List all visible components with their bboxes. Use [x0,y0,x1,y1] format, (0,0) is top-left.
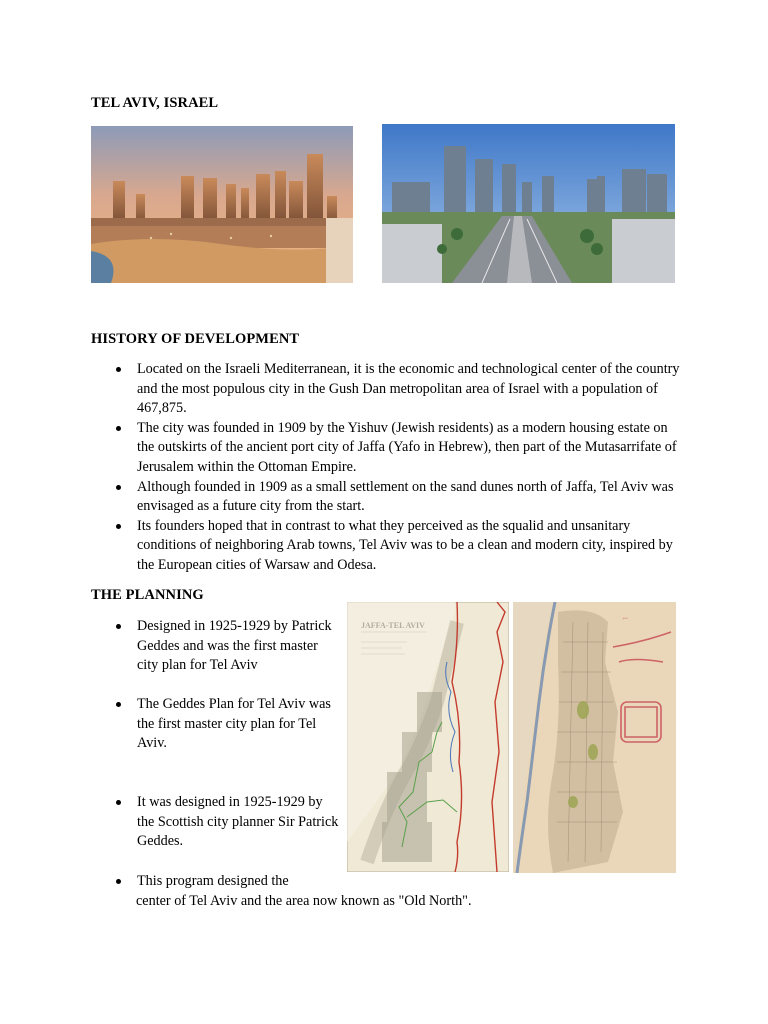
planning-list [91,617,336,676]
list-item: The Geddes Plan for Tel Aviv was the first master city plan for Tel Aviv. [91,695,336,754]
list-item: Its founders hoped that in contrast to what they perceived as the squalid and unsanitary conditions of neighboring Arab towns, Tel Aviv was to be a clean and modern city, inspired by the European cities of Warsaw and Odesa. [91,517,681,576]
geddes-plan-map [513,602,676,873]
list-item-continuation: center of Tel Aviv and the area now known as "Old North". [136,892,472,909]
jaffa-tel-aviv-map [347,602,509,872]
skyline-highway-photo [382,124,675,283]
skyline-sunset-photo [91,126,353,283]
planning-list [91,695,336,754]
page-title: TEL AVIV, ISRAEL [91,95,219,111]
planning-list [91,793,341,852]
history-list [91,360,681,576]
planning-heading: THE PLANNING [91,587,204,603]
planning-list [91,872,511,892]
list-item: It was designed in 1925-1929 by the Scottish city planner Sir Patrick Geddes. [91,793,341,852]
list-item: Located on the Israeli Mediterranean, it is the economic and technological center of the country and the most populous city in the Gush Dan metropolitan area of Israel with a population of 467,875. [91,360,681,419]
list-item: Although founded in 1909 as a small settlement on the sand dunes north of Jaffa, Tel Aviv was envisaged as a future city from the start. [91,478,681,517]
history-heading: HISTORY OF DEVELOPMENT [91,331,300,347]
list-item: This program designed the [91,872,511,892]
svg-text:~: ~ [621,613,629,625]
list-item: The city was founded in 1909 by the Yishuv (Jewish residents) as a modern housing estate on the outskirts of the ancient port city of Jaffa (Yafo in Hebrew), then part of the Mutasarrifate of Jerusalem within the Ottoman Empire. [91,419,681,478]
list-item: Designed in 1925-1929 by Patrick Geddes and was the first master city plan for Tel Aviv [91,617,336,676]
